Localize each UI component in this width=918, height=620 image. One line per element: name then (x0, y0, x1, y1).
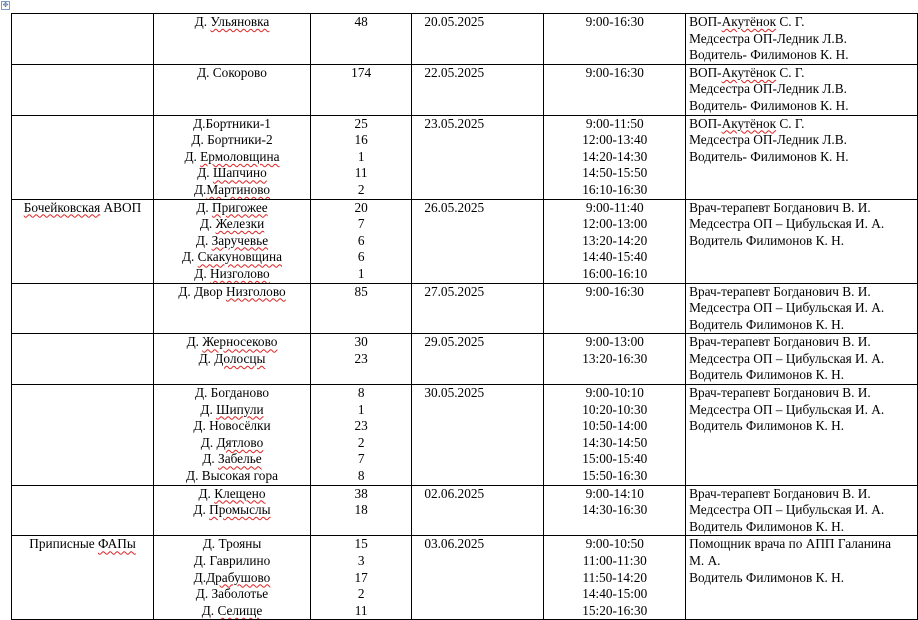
resident-count: 3 (357, 553, 365, 568)
visit-time: 9:00-14:10 (585, 485, 644, 501)
village-name: Д. Трояны (202, 536, 262, 552)
times-cell (544, 485, 686, 536)
villages-cell (154, 283, 311, 334)
date-cell (412, 199, 544, 283)
table-row (12, 199, 918, 283)
staff-member: Врач-терапевт Богданович В. И. (689, 334, 871, 350)
staff-cell (686, 385, 918, 486)
village-name: Д. Шипули (200, 401, 264, 417)
date-cell (412, 283, 544, 334)
village-name: Д. Двор Низголово (178, 283, 286, 299)
resident-count: 38 (354, 485, 368, 501)
resident-count: 8 (357, 385, 365, 401)
staff-member: Врач-терапевт Богданович В. И. (689, 385, 871, 401)
visit-time: 15:00-15:40 (582, 451, 648, 467)
group-cell (12, 115, 154, 199)
resident-count: 2 (357, 586, 365, 602)
resident-count: 23 (354, 350, 368, 366)
visit-time: 14:20-14:30 (582, 148, 648, 164)
table-row (12, 64, 918, 115)
village-name: Д. Забелье (202, 451, 262, 467)
resident-count: 6 (357, 249, 365, 265)
counts-cell (310, 536, 411, 620)
resident-count: 6 (357, 232, 365, 248)
village-name: Д. Сокорово (197, 64, 267, 80)
group-name: Приписные ФАПы (29, 536, 136, 552)
villages-cell (154, 14, 311, 65)
table-row (12, 485, 918, 536)
village-name: Д. Долосцы (198, 350, 266, 366)
villages-cell (154, 485, 311, 536)
resident-count: 17 (354, 569, 368, 585)
counts-cell (310, 199, 411, 283)
village-name: Д. Новосёлки (193, 418, 271, 434)
resident-count: 20 (354, 199, 368, 215)
group-cell (12, 14, 154, 65)
village-name: Д. Жерносеково (186, 334, 278, 350)
staff-member: М. А. (689, 553, 721, 568)
village-name: Д.Мартиново (193, 181, 271, 197)
visit-time: 16:00-16:10 (582, 265, 648, 281)
staff-cell (686, 199, 918, 283)
staff-member: Водитель Филимонов К. Н. (689, 569, 845, 585)
resident-count: 25 (354, 115, 368, 131)
staff-member: Помощник врача по АПП Галанина (689, 536, 892, 552)
staff-member: Врач-терапевт Богданович В. И. (689, 199, 871, 215)
visit-time: 12:00-13:00 (582, 216, 648, 232)
visit-time: 9:00-16:30 (585, 14, 644, 29)
visit-date: 26.05.2025 (424, 199, 485, 215)
counts-cell (310, 115, 411, 199)
times-cell (544, 334, 686, 385)
visit-date: 02.06.2025 (424, 485, 485, 501)
table-row (12, 385, 918, 486)
staff-member: Медсестра ОП – Цибульская И. А. (689, 401, 885, 417)
group-cell (12, 485, 154, 536)
counts-cell (310, 385, 411, 486)
date-cell (412, 385, 544, 486)
resident-count: 85 (354, 283, 368, 299)
resident-count: 174 (351, 64, 372, 80)
visit-time: 12:00-13:40 (582, 132, 648, 148)
visit-date: 20.05.2025 (424, 14, 485, 29)
village-name: Д. Скакуновщина (181, 249, 283, 265)
villages-cell (154, 199, 311, 283)
resident-count: 1 (357, 401, 365, 417)
visit-time: 14:30-14:50 (582, 434, 648, 450)
village-name: Д. Бортники-2 (191, 132, 273, 148)
resident-count: 23 (354, 418, 368, 434)
staff-member: Водитель Филимонов К. Н. (689, 418, 845, 434)
village-name: Д. Селище (201, 602, 263, 618)
resident-count: 48 (354, 14, 368, 29)
visit-time: 14:40-15:00 (582, 586, 648, 602)
resident-count: 11 (354, 602, 368, 618)
table-row (12, 115, 918, 199)
village-name: Д. Пригожее (196, 199, 268, 215)
group-cell (12, 199, 154, 283)
counts-cell (310, 485, 411, 536)
villages-cell (154, 64, 311, 115)
resident-count: 11 (354, 165, 368, 181)
date-cell (412, 115, 544, 199)
visit-time: 9:00-11:50 (585, 115, 644, 131)
times-cell (544, 14, 686, 65)
staff-member: ВОП-Акутёнок С. Г. (689, 64, 805, 80)
group-name: Бочейковская АВОП (23, 199, 142, 215)
staff-cell (686, 283, 918, 334)
village-name: Д. Богданово (194, 385, 270, 401)
times-cell (544, 385, 686, 486)
village-name: Д.Драбушово (193, 569, 271, 585)
staff-member: ВОП-Акутёнок С. Г. (689, 14, 805, 29)
staff-cell (686, 64, 918, 115)
resident-count: 7 (357, 451, 365, 467)
village-name: Д. Заручевье (195, 232, 269, 248)
table-move-handle-icon[interactable]: ✥ (2, 1, 9, 9)
visit-date: 29.05.2025 (424, 334, 485, 350)
resident-count: 30 (354, 334, 368, 350)
resident-count: 18 (354, 502, 368, 518)
visit-time: 13:20-14:20 (582, 232, 648, 248)
visit-time: 10:50-14:00 (582, 418, 648, 434)
village-name: Д. Ермоловщина (184, 148, 280, 164)
staff-member: Водитель Филимонов К. Н. (689, 232, 845, 248)
counts-cell (310, 334, 411, 385)
date-cell (412, 485, 544, 536)
resident-count: 7 (357, 216, 365, 232)
date-cell (412, 334, 544, 385)
times-cell (544, 283, 686, 334)
group-cell (12, 385, 154, 486)
resident-count: 15 (354, 536, 368, 552)
staff-cell (686, 334, 918, 385)
village-name: Д. Клещено (198, 485, 266, 501)
village-name: Д. Промыслы (193, 502, 271, 518)
villages-cell (154, 385, 311, 486)
counts-cell (310, 283, 411, 334)
group-cell (12, 334, 154, 385)
times-cell (544, 199, 686, 283)
schedule-table-body (12, 14, 918, 620)
visit-date: 30.05.2025 (424, 385, 485, 401)
visit-time: 9:00-10:10 (585, 385, 644, 401)
visit-time: 15:20-16:30 (582, 602, 648, 618)
staff-member: Водитель Филимонов К. Н. (689, 367, 845, 383)
village-name: Д. Шапчино (197, 165, 267, 181)
staff-member: Водитель Филимонов К. Н. (689, 518, 845, 534)
village-name: Д. Гаврилино (193, 553, 271, 568)
staff-member: Водитель- Филимонов К. Н. (689, 97, 849, 113)
visit-time: 9:00-16:30 (585, 283, 644, 299)
table-row (12, 283, 918, 334)
table-row (12, 334, 918, 385)
staff-member: Медсестра ОП – Цибульская И. А. (689, 300, 885, 316)
resident-count: 2 (357, 434, 365, 450)
group-cell (12, 64, 154, 115)
staff-cell (686, 115, 918, 199)
staff-member: Врач-терапевт Богданович В. И. (689, 283, 871, 299)
visit-time: 13:20-16:30 (582, 350, 648, 366)
villages-cell (154, 536, 311, 620)
visit-date: 23.05.2025 (424, 115, 485, 131)
village-name: Д. Заболотье (195, 586, 269, 602)
counts-cell (310, 14, 411, 65)
staff-member: Водитель- Филимонов К. Н. (689, 47, 849, 63)
times-cell (544, 64, 686, 115)
visit-time: 11:00-11:30 (582, 553, 647, 568)
date-cell (412, 536, 544, 620)
times-cell (544, 536, 686, 620)
times-cell (544, 115, 686, 199)
visit-date: 03.06.2025 (424, 536, 485, 552)
staff-member: Медсестра ОП-Ледник Л.В. (689, 132, 847, 148)
staff-member: Медсестра ОП – Цибульская И. А. (689, 350, 885, 366)
staff-member: Врач-терапевт Богданович В. И. (689, 485, 871, 501)
visit-time: 9:00-11:40 (585, 199, 644, 215)
staff-member: Медсестра ОП – Цибульская И. А. (689, 502, 885, 518)
visit-date: 27.05.2025 (424, 283, 485, 299)
staff-member: Водитель Филимонов К. Н. (689, 316, 845, 332)
staff-member: Водитель- Филимонов К. Н. (689, 148, 849, 164)
date-cell (412, 14, 544, 65)
visit-time: 15:50-16:30 (582, 468, 648, 484)
visit-time: 11:50-14:20 (582, 569, 647, 585)
visit-time: 14:50-15:50 (582, 165, 648, 181)
resident-count: 16 (354, 132, 368, 148)
resident-count: 8 (357, 468, 365, 484)
visit-time: 10:20-10:30 (582, 401, 648, 417)
counts-cell (310, 64, 411, 115)
village-name: Д. Дятлово (200, 434, 264, 450)
visit-time: 16:10-16:30 (582, 181, 648, 197)
village-name: Д. Ульяновка (194, 14, 270, 29)
village-name: Д. Железки (199, 216, 265, 232)
visit-time: 14:40-15:40 (582, 249, 648, 265)
village-name: Д. Низголово (194, 265, 270, 281)
villages-cell (154, 115, 311, 199)
visit-date: 22.05.2025 (424, 64, 485, 80)
visit-time: 9:00-16:30 (585, 64, 644, 80)
schedule-table (11, 13, 918, 620)
staff-cell (686, 485, 918, 536)
visit-time: 9:00-13:00 (585, 334, 644, 350)
resident-count: 2 (357, 181, 365, 197)
staff-member: Медсестра ОП – Цибульская И. А. (689, 216, 885, 232)
resident-count: 1 (357, 148, 365, 164)
village-name: Д.Бортники-1 (193, 115, 271, 131)
visit-time: 9:00-10:50 (585, 536, 644, 552)
staff-cell (686, 536, 918, 620)
villages-cell (154, 334, 311, 385)
staff-cell (686, 14, 918, 65)
village-name: Д. Высокая гора (186, 468, 278, 484)
resident-count: 1 (357, 265, 365, 281)
staff-member: Медсестра ОП-Ледник Л.В. (689, 81, 847, 97)
staff-member: ВОП-Акутёнок С. Г. (689, 115, 805, 131)
table-row (12, 536, 918, 620)
table-row (12, 14, 918, 65)
group-cell (12, 536, 154, 620)
date-cell (412, 64, 544, 115)
group-cell (12, 283, 154, 334)
staff-member: Медсестра ОП-Ледник Л.В. (689, 30, 847, 46)
visit-time: 14:30-16:30 (582, 502, 648, 518)
